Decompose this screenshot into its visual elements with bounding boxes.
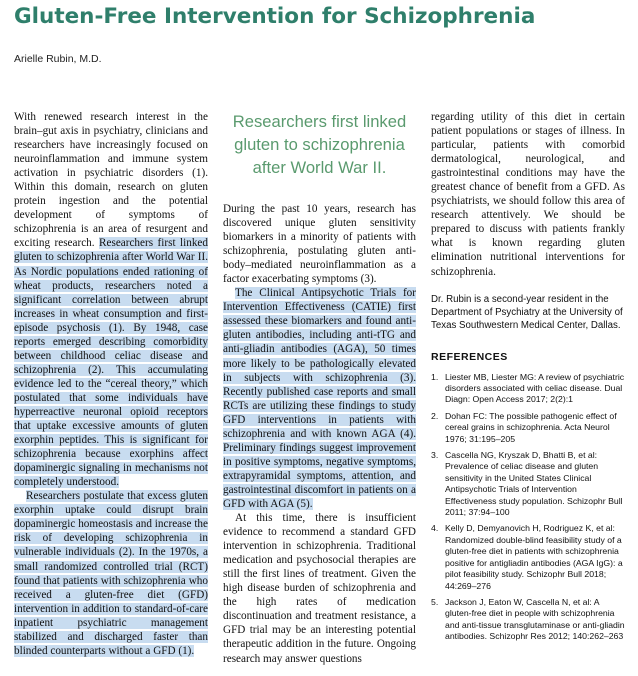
column-2 <box>223 110 416 666</box>
column-1 <box>14 110 208 658</box>
reference-number: 2. <box>431 410 439 421</box>
highlighted-text-history: Researchers first linked gluten to schizophrenia after World War II. As Nordic populations ended rationing of wheat products, researchers noted a significant correlation between abrupt increases in wheat consumption and first-episode psychosis (1). By 1948, case reports emerged describing comorbidity between childhood celiac disease and schizophrenia (2). This accumulating evidence led to the “cereal theory,” which postulated that some individuals have hyperreactive neuronal opioid receptors that uptake excessive amounts of gluten exorphin peptides. This is significant for schizophrenia because exorphins affect dopaminergic signaling in mechanisms not completely understood. <box>14 237 208 489</box>
references-list <box>431 372 625 643</box>
reference-text: Dohan FC: The possible pathogenic effect of cereal grains in schizophrenia. Acta Neurol 1976; 31:195–205 <box>445 410 617 444</box>
pull-quote: Researchers first linked gluten to schizophrenia after World War II. <box>232 112 407 177</box>
paragraph-hypothesis <box>14 489 208 658</box>
paragraph-biomarkers: During the past 10 years, research has discovered unique gluten sensitivity biomarkers in a minority of patients with schizophrenia, postulating gluten anti-body–mediated neuroinflammation as a factor exacerbating symptoms (3). <box>223 203 416 286</box>
reference-text: Kelly D, Demyanovich H, Rodriguez K, et al: Randomized double-blind feasibility study of a gluten-free diet in patients with schizophrenia positive for antigliadin antibodies (AGA IgG): a pilot feasibility study. Schizophr Bull 2018; 44:269–276 <box>445 523 623 591</box>
reference-item <box>431 523 625 591</box>
paragraph-conclusion: At this time, there is insufficient evidence to recommend a standard GFD intervention in schizophrenia. Traditional medication and psychosocial therapies are still the first lines of treatment. Given the high disease burden of schizophrenia and the high rates of medication discontinuation and treatment resistance, a GFD trial may be an interesting potential therapeutic addition in the future. Ongoing research may answer questions <box>223 512 416 665</box>
reference-item <box>431 597 625 643</box>
reference-number: 4. <box>431 523 439 534</box>
author-name: Arielle Rubin, M.D. <box>14 53 102 65</box>
reference-number: 1. <box>431 371 439 382</box>
references-heading: REFERENCES <box>431 350 508 363</box>
author-bio: Dr. Rubin is a second-year resident in the Department of Psychiatry at the University of Texas Southwestern Medical Center, Dallas. <box>431 293 623 331</box>
reference-number: 3. <box>431 450 439 461</box>
reference-text: Liester MB, Liester MG: A review of psychiatric disorders associated with celiac disease. Dual Diagn: Open Access 2017; 2(2):1 <box>445 371 625 405</box>
reference-number: 5. <box>431 596 439 607</box>
reference-text: Jackson J, Eaton W, Cascella N, et al: A gluten-free diet in people with schizophrenia and anti-tissue transglutaminase or anti-gliadin antibodies. Schizophr Res 2012; 140:262–263 <box>445 596 625 642</box>
paragraph-catie <box>223 286 416 511</box>
paragraph-continued: regarding utility of this diet in certain patient populations or stages of illness. In particular, patients with comorbid dermatological, neurological, and gastrointestinal conditions may have the greatest chance of benefit from a GFD. As psychiatrists, we should follow this area of research attentively. We should be prepared to discuss with patients frankly what is known regarding gluten elimination nutritional interventions for schizophrenia. <box>431 111 625 278</box>
reference-item <box>431 411 625 445</box>
highlighted-text-catie: The Clinical Antipsychotic Trials for Intervention Effectiveness (CATIE) first assessed these biomarkers and found anti-gluten antibodies, including anti-tTG and anti-gliadin antibodies (AGA), 50 times more likely to be pathologically elevated in subjects with schizophrenia (3). Recently published case reports and small RCTs are utilizing these findings to study GFD interventions in patients with schizophrenia and with known AGA (4). Preliminary findings suggest improvement in positive symptoms, negative symptoms, extrapyramidal symptoms, attention, and gastrointestinal discomfort in patients on a GFD with AGA (5). <box>223 287 416 510</box>
reference-item <box>431 450 625 518</box>
highlighted-text-hypothesis: Researchers postulate that excess gluten exorphin uptake could disrupt brain dopaminergic homeostasis and increase the risk of developing schizophrenia in vulnerable individuals (2). In the 1970s, a small randomized controlled trial (RCT) found that patients with schizophrenia who received a gluten-free diet (GFD) intervention in addition to standard-of-care inpatient psychiatric management stabilized and discharged faster than blinded counterparts without a GFD (1). <box>14 490 208 657</box>
reference-text: Cascella NG, Kryszak D, Bhatti B, et al: Prevalence of celiac disease and gluten sensitivity in the United States Clinical Antipsychotic Trials of Intervention Effectiveness study population. Schizophr Bull 2011; 37:94–100 <box>445 450 623 518</box>
intro-text: With renewed research interest in the brain–gut axis in psychiatry, clinicians and researchers have increasingly focused on neuroinflammation and immune system activation in psychiatric disorders (1). Within this domain, research on gluten protein ingestion and the potential development of symptoms of schizophrenia is an area of resurgent and exciting research. <box>14 111 208 250</box>
article-title: Gluten-Free Intervention for Schizophrenia <box>14 4 536 29</box>
column-3 <box>431 110 625 648</box>
reference-item <box>431 372 625 406</box>
paragraph-intro <box>14 110 208 489</box>
